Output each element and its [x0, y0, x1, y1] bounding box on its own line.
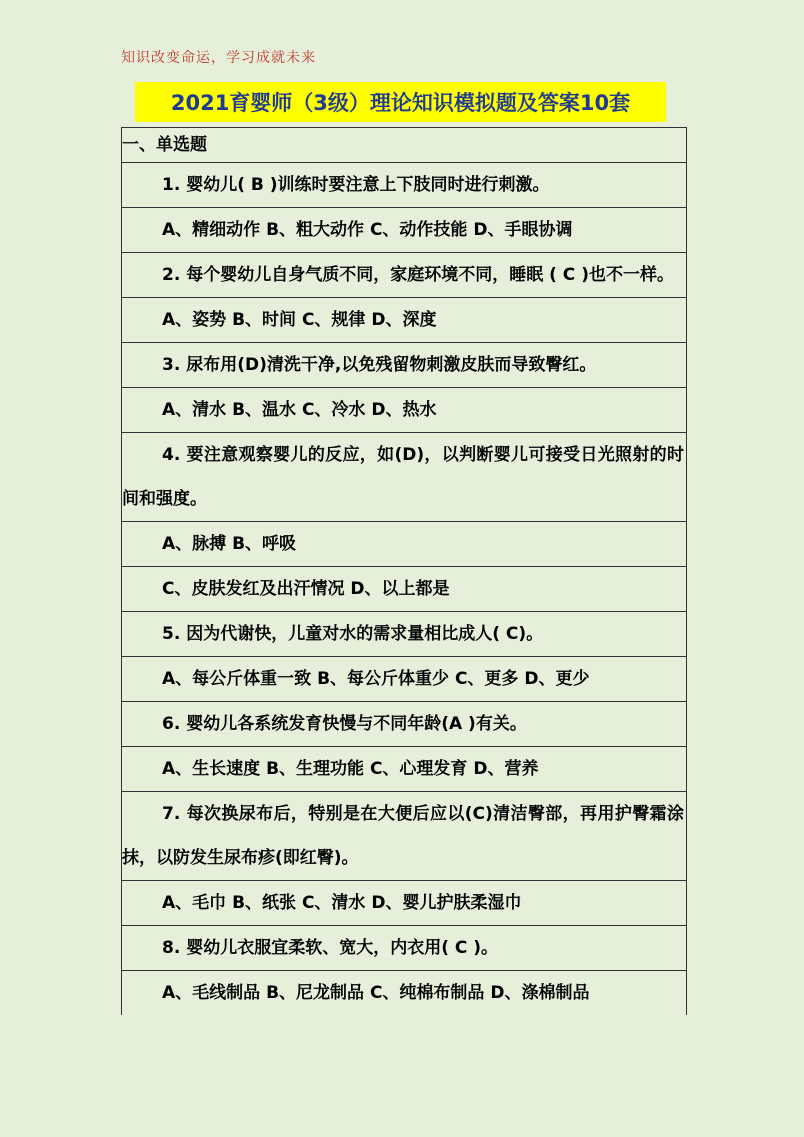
question-4-options-a: A、脉搏 B、呼吸: [122, 522, 686, 567]
question-4: 4. 要注意观察婴儿的反应，如(D)，以判断婴儿可接受日光照射的时间和强度。: [122, 433, 686, 522]
question-3: 3. 尿布用(D)清洗干净,以免残留物刺激皮肤而导致臀红。: [122, 343, 686, 388]
question-7-options: A、毛巾 B、纸张 C、清水 D、婴儿护肤柔湿巾: [122, 881, 686, 926]
header-slogan: 知识改变命运，学习成就未来: [121, 50, 316, 66]
question-table: [121, 127, 687, 1015]
question-2: 2. 每个婴幼儿自身气质不同，家庭环境不同，睡眠 ( C )也不一样。: [122, 253, 686, 298]
question-7: 7. 每次换尿布后，特别是在大便后应以(C)清洁臀部，再用护臀霜涂抹，以防发生尿布疹(即红臀)。: [122, 792, 686, 881]
question-8-options: A、毛线制品 B、尼龙制品 C、纯棉布制品 D、涤棉制品: [162, 983, 590, 1003]
question-2-options: A、姿势 B、时间 C、规律 D、深度: [122, 298, 686, 343]
question-1-options: A、精细动作 B、粗大动作 C、动作技能 D、手眼协调: [122, 208, 686, 253]
title-highlight: [135, 82, 666, 122]
section-heading: 一、单选题: [122, 128, 686, 163]
question-1: 1. 婴幼儿( B )训练时要注意上下肢同时进行刺激。: [122, 163, 686, 208]
question-4-options-b: C、皮肤发红及出汗情况 D、以上都是: [122, 567, 686, 612]
question-6-options: A、生长速度 B、生理功能 C、心理发育 D、营养: [122, 747, 686, 792]
question-3-options: A、清水 B、温水 C、冷水 D、热水: [122, 388, 686, 433]
question-5-options: A、每公斤体重一致 B、每公斤体重少 C、更多 D、更少: [122, 657, 686, 702]
question-5: 5. 因为代谢快，儿童对水的需求量相比成人( C)。: [122, 612, 686, 657]
document-title: 2021育婴师（3级）理论知识模拟题及答案10套: [170, 91, 631, 115]
question-6: 6. 婴幼儿各系统发育快慢与不同年龄(A )有关。: [122, 702, 686, 747]
question-8: 8. 婴幼儿衣服宜柔软、宽大，内衣用( C )。: [122, 926, 686, 971]
